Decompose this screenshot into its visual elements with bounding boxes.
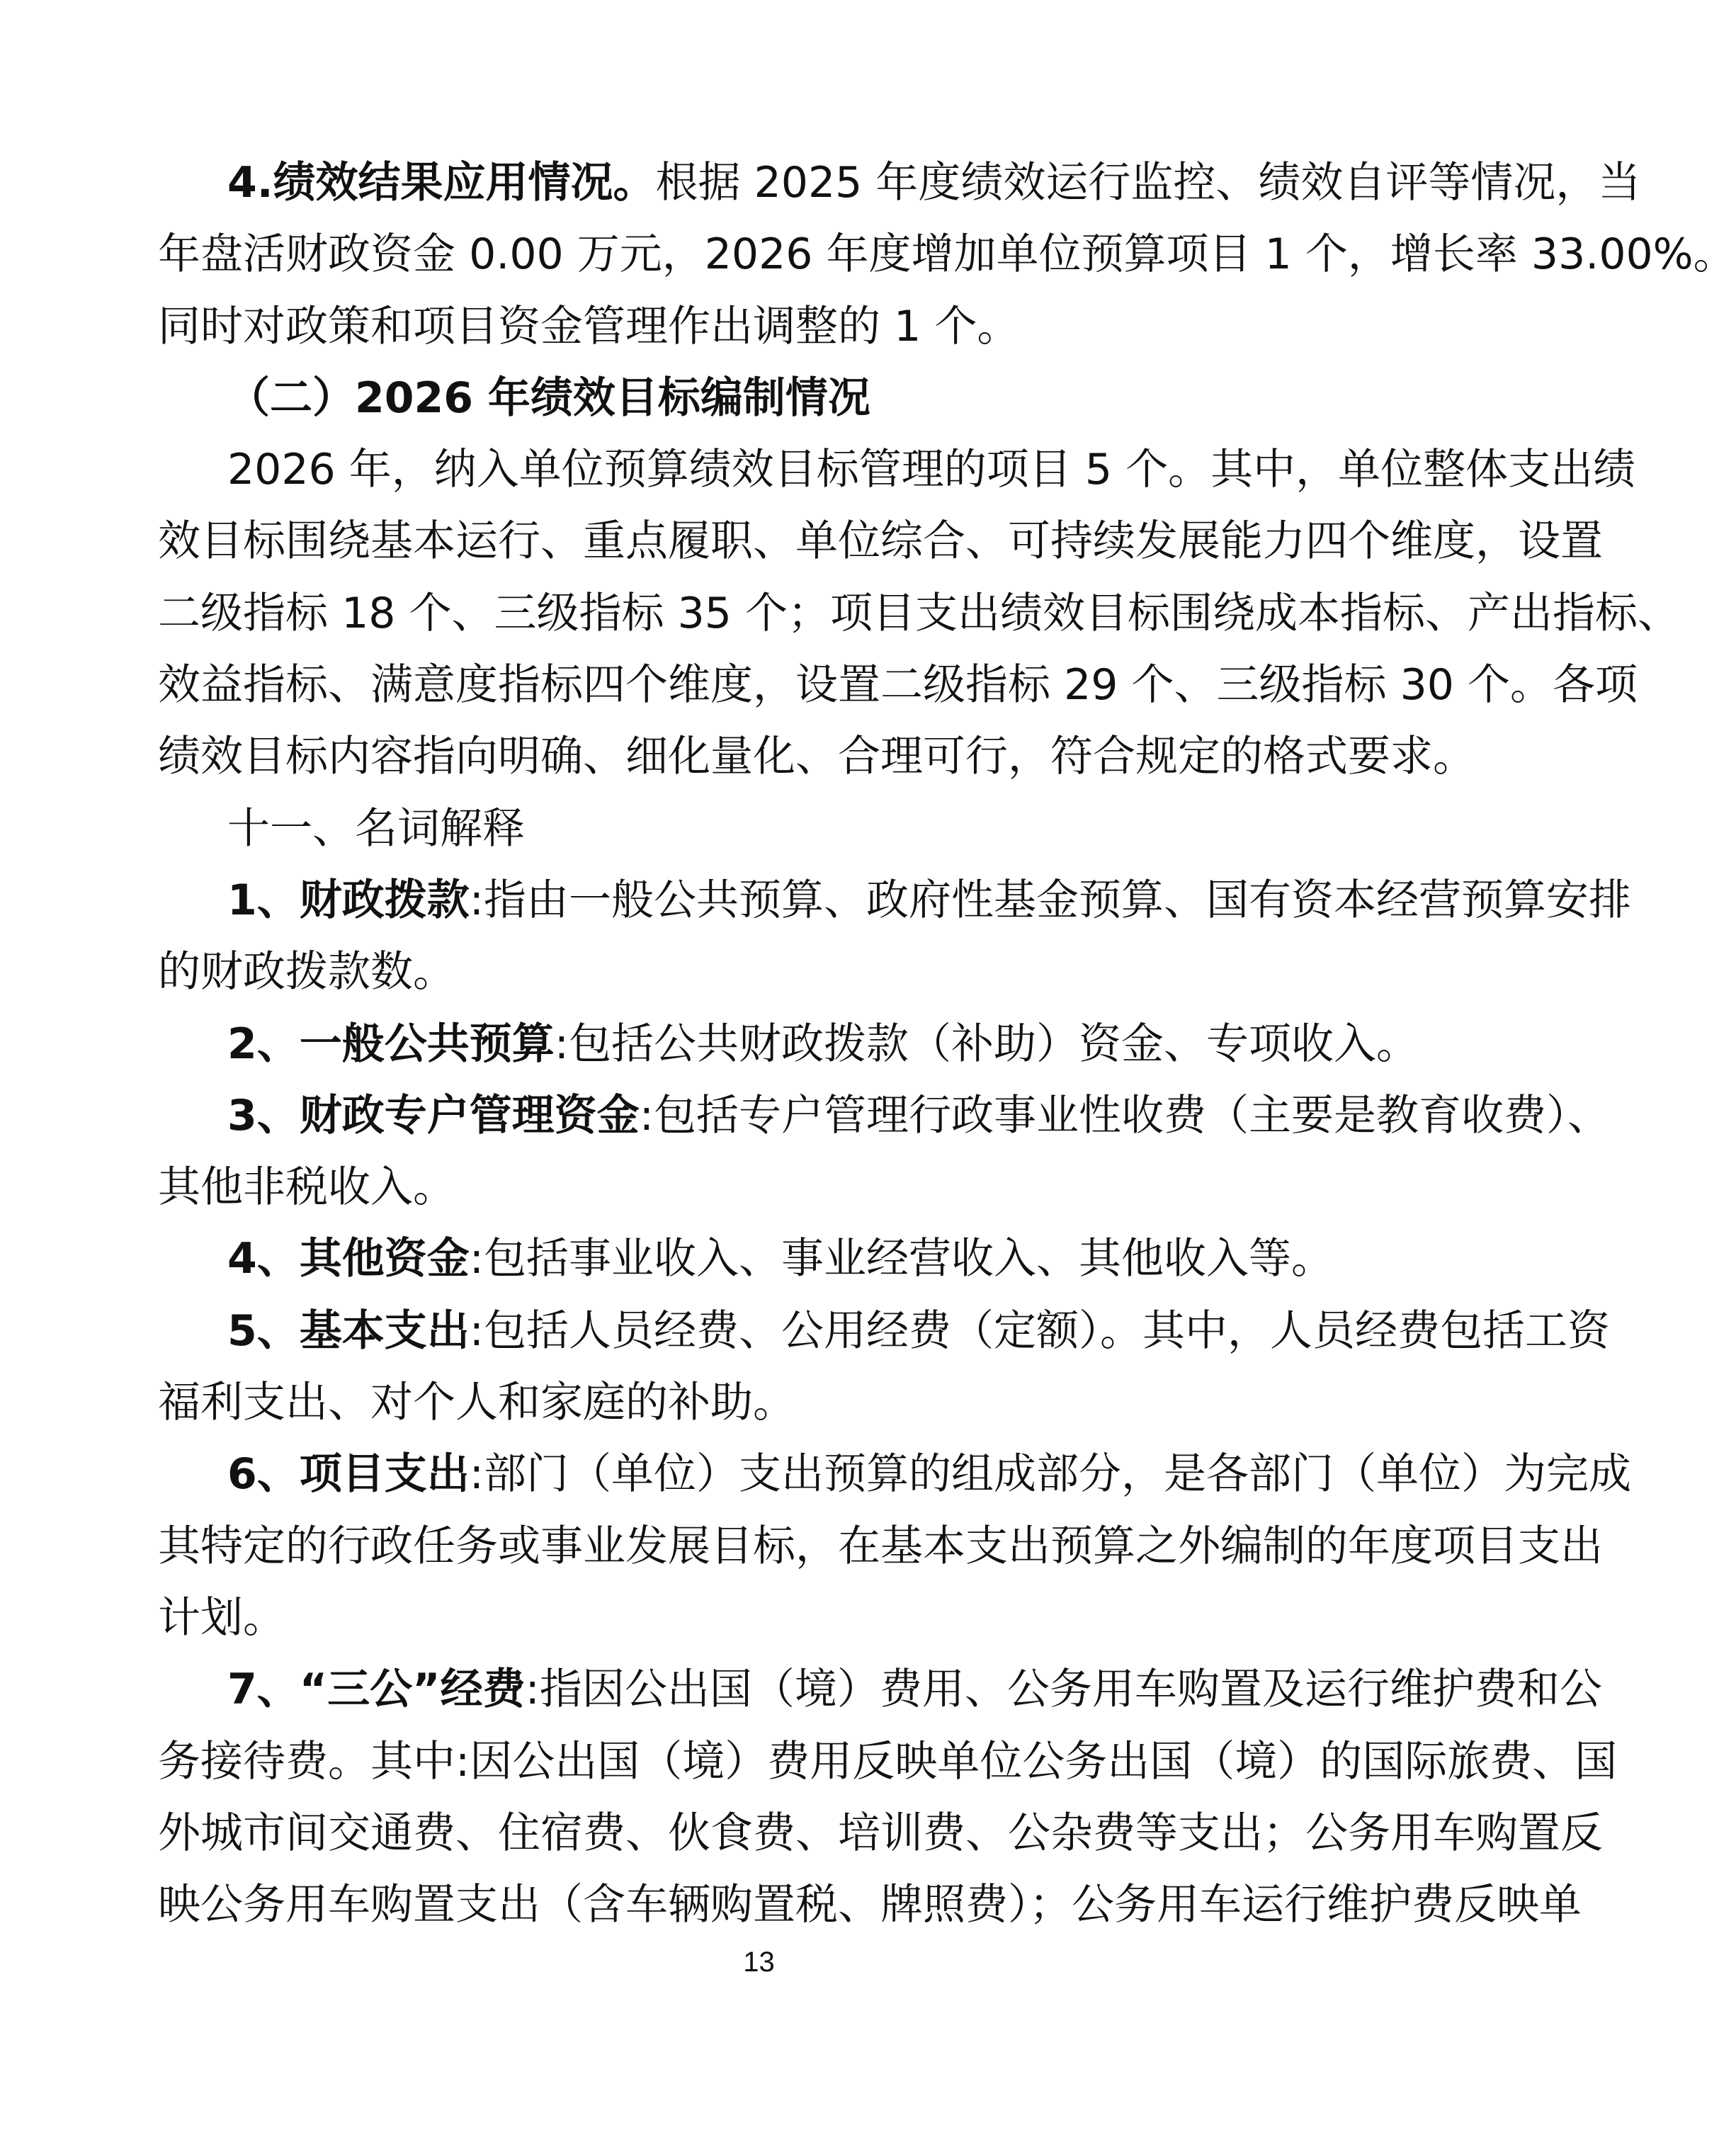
bold-term: 5、基本支出 [227,1305,470,1356]
text-line [158,1152,1371,1223]
line-text: 外城市间交通费、住宿费、伙食费、培训费、公杂费等支出；公务用车购置反 [158,1808,1603,1858]
text-line [158,1296,1610,1367]
text-line [158,1726,1618,1798]
line-text: 效益指标、满意度指标四个维度，设置二级指标 29 个、三级指标 30 个。各项 [158,660,1638,710]
line-text: :包括公共财政拨款（补助）资金、专项收入。 [554,1019,1419,1069]
line-text: 计划。 [158,1592,285,1643]
line-text: :指由一般公共预算、政府性基金预算、国有资本经营预算安排 [469,875,1631,925]
line-text: :包括人员经费、公用经费（定额）。其中，人员经费包括工资 [469,1305,1610,1356]
line-text: 2026 年，纳入单位预算绩效目标管理的项目 5 个。其中，单位整体支出绩 [227,445,1636,495]
line-text: 映公务用车购置支出（含车辆购置税、牌照费）；公务用车运行维护费反映单 [158,1880,1582,1930]
line-text: 二级指标 18 个、三级指标 35 个；项目支出绩效目标围绕成本指标、产出指标、 [158,588,1680,638]
line-text: :包括事业收入、事业经营收入、其他收入等。 [469,1234,1334,1284]
text-line [158,434,1636,506]
line-text: :包括专户管理行政事业性收费（主要是教育收费）、 [639,1090,1610,1140]
document-body [158,147,1736,1941]
text-line [158,1511,1603,1582]
text-line [158,1869,1582,1941]
text-line [158,936,1371,1008]
text-line [158,1009,1419,1080]
text-line [158,506,1603,577]
page-number: 13 [743,1947,775,1978]
line-text: 年盘活财政资金 0.00 万元，2026 年度增加单位预算项目 1 个，增长率 33.00%。 [158,230,1736,280]
bold-term: 6、项目支出 [227,1449,470,1500]
bold-term: 4.绩效结果应用情况。 [227,158,656,208]
text-line [158,1367,1371,1439]
text-line [158,721,1475,793]
bold-term: 3、财政专户管理资金 [227,1090,640,1140]
text-line [158,1798,1603,1869]
line-text: 福利支出、对个人和家庭的补助。 [158,1378,795,1428]
text-line [158,578,1680,650]
text-line [158,1223,1371,1295]
bold-term: 7、“三公”经费 [227,1665,526,1715]
text-line [158,793,1371,865]
line-text: 的财政拨款数。 [158,947,455,997]
bold-term: 4、其他资金 [227,1234,470,1284]
text-line [158,1080,1610,1152]
line-text: 其他非税收入。 [158,1162,455,1213]
bold-term: 1、财政拨款 [227,875,470,925]
line-text: 务接待费。其中:因公出国（境）费用反映单位公务出国（境）的国际旅费、国 [158,1736,1618,1786]
text-line [158,1439,1631,1510]
line-text: 同时对政策和项目资金管理作出调整的 1 个。 [158,301,1020,351]
text-line [158,865,1631,936]
line-text: 根据 2025 年度绩效运行监控、绩效自评等情况，当 [655,158,1641,208]
bold-term: （二）2026 年绩效目标编制情况 [227,373,870,423]
text-line [158,147,1641,219]
bold-term: 2、一般公共预算 [227,1019,555,1069]
text-line [158,1582,1371,1654]
line-text: 绩效目标内容指向明确、细化量化、合理可行，符合规定的格式要求。 [158,732,1475,782]
text-line [158,219,1736,290]
text-line [158,363,1371,434]
text-line [158,1654,1602,1726]
line-text: 效目标围绕基本运行、重点履职、单位综合、可持续发展能力四个维度，设置 [158,516,1603,567]
text-line [158,291,1371,363]
line-text: 其特定的行政任务或事业发展目标，在基本支出预算之外编制的年度项目支出 [158,1521,1603,1571]
line-text: 十一、名词解释 [227,803,525,854]
line-text: :部门（单位）支出预算的组成部分，是各部门（单位）为完成 [469,1449,1631,1500]
text-line [158,650,1638,721]
line-text: :指因公出国（境）费用、公务用车购置及运行维护费和公 [525,1665,1602,1715]
